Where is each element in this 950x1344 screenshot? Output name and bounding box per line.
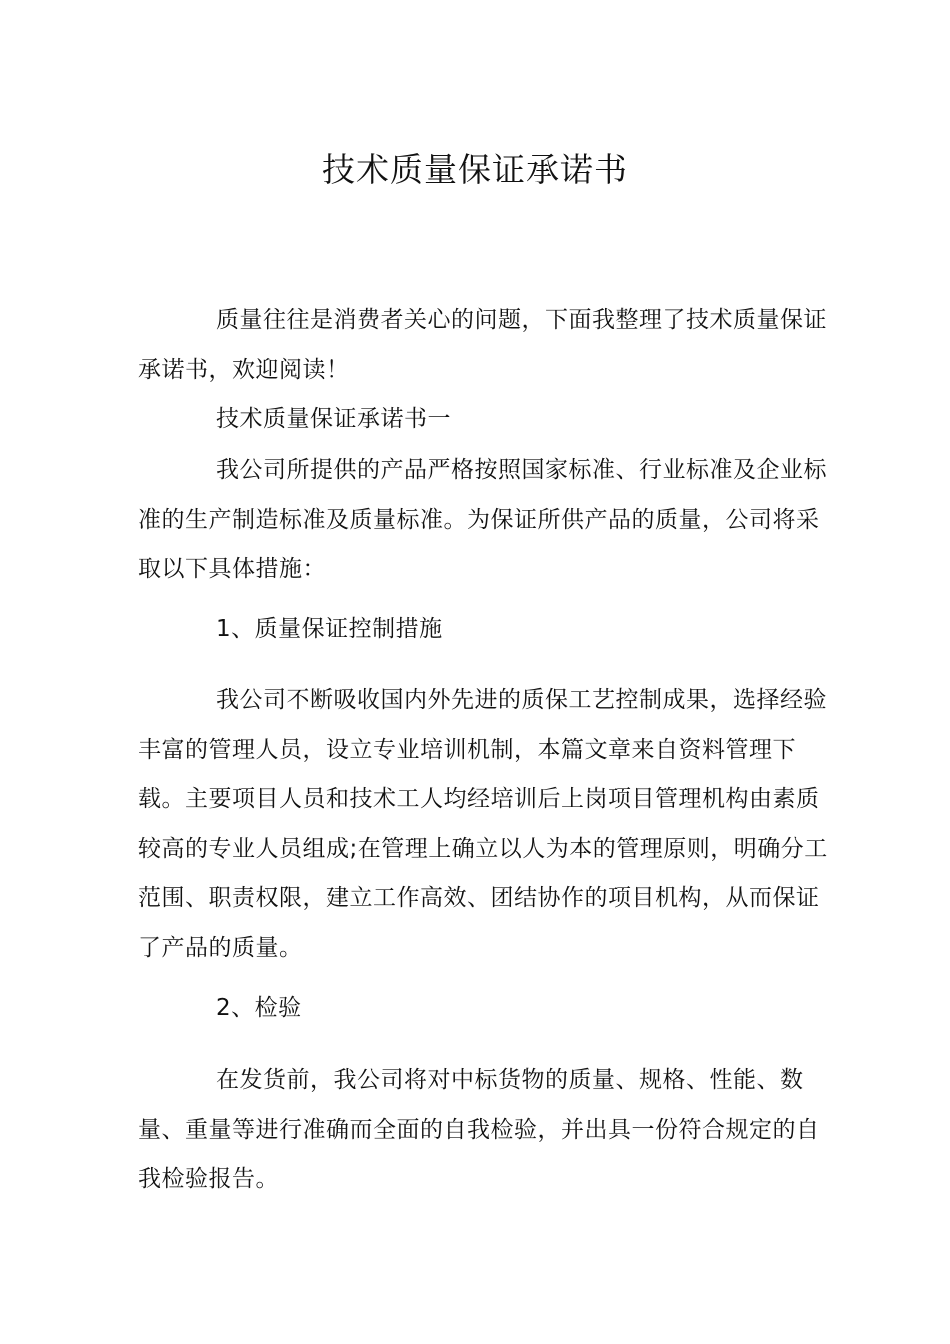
paragraph-quality-control: 我公司不断吸收国内外先进的质保工艺控制成果，选择经验丰富的管理人员，设立专业培训机制，本篇文章来自资料管理下载。主要项目人员和技术工人均经培训后上岗项目管理机构由素质较高的专业人员组成;在管理上确立以人为本的管理原则，明确分工范围、职责权限，建立工作高效、团结协作的项目机构，从而保证了产品的质量。	[138, 687, 828, 961]
item-heading-quality-control: 1、质量保证控制措施	[216, 616, 443, 642]
section-subtitle: 技术质量保证承诺书一	[216, 406, 451, 432]
paragraph-inspection: 在发货前，我公司将对中标货物的质量、规格、性能、数量、重量等进行准确而全面的自我检验，并出具一份符合规定的自我检验报告。	[138, 1067, 820, 1192]
paragraph-standards: 我公司所提供的产品严格按照国家标准、行业标准及企业标准的生产制造标准及质量标准。为保证所供产品的质量，公司将采取以下具体措施：	[138, 457, 827, 582]
intro-paragraph: 质量往往是消费者关心的问题，下面我整理了技术质量保证承诺书，欢迎阅读！	[138, 307, 827, 383]
item-heading-inspection: 2、检验	[216, 995, 302, 1021]
document-title: 技术质量保证承诺书	[322, 150, 628, 189]
